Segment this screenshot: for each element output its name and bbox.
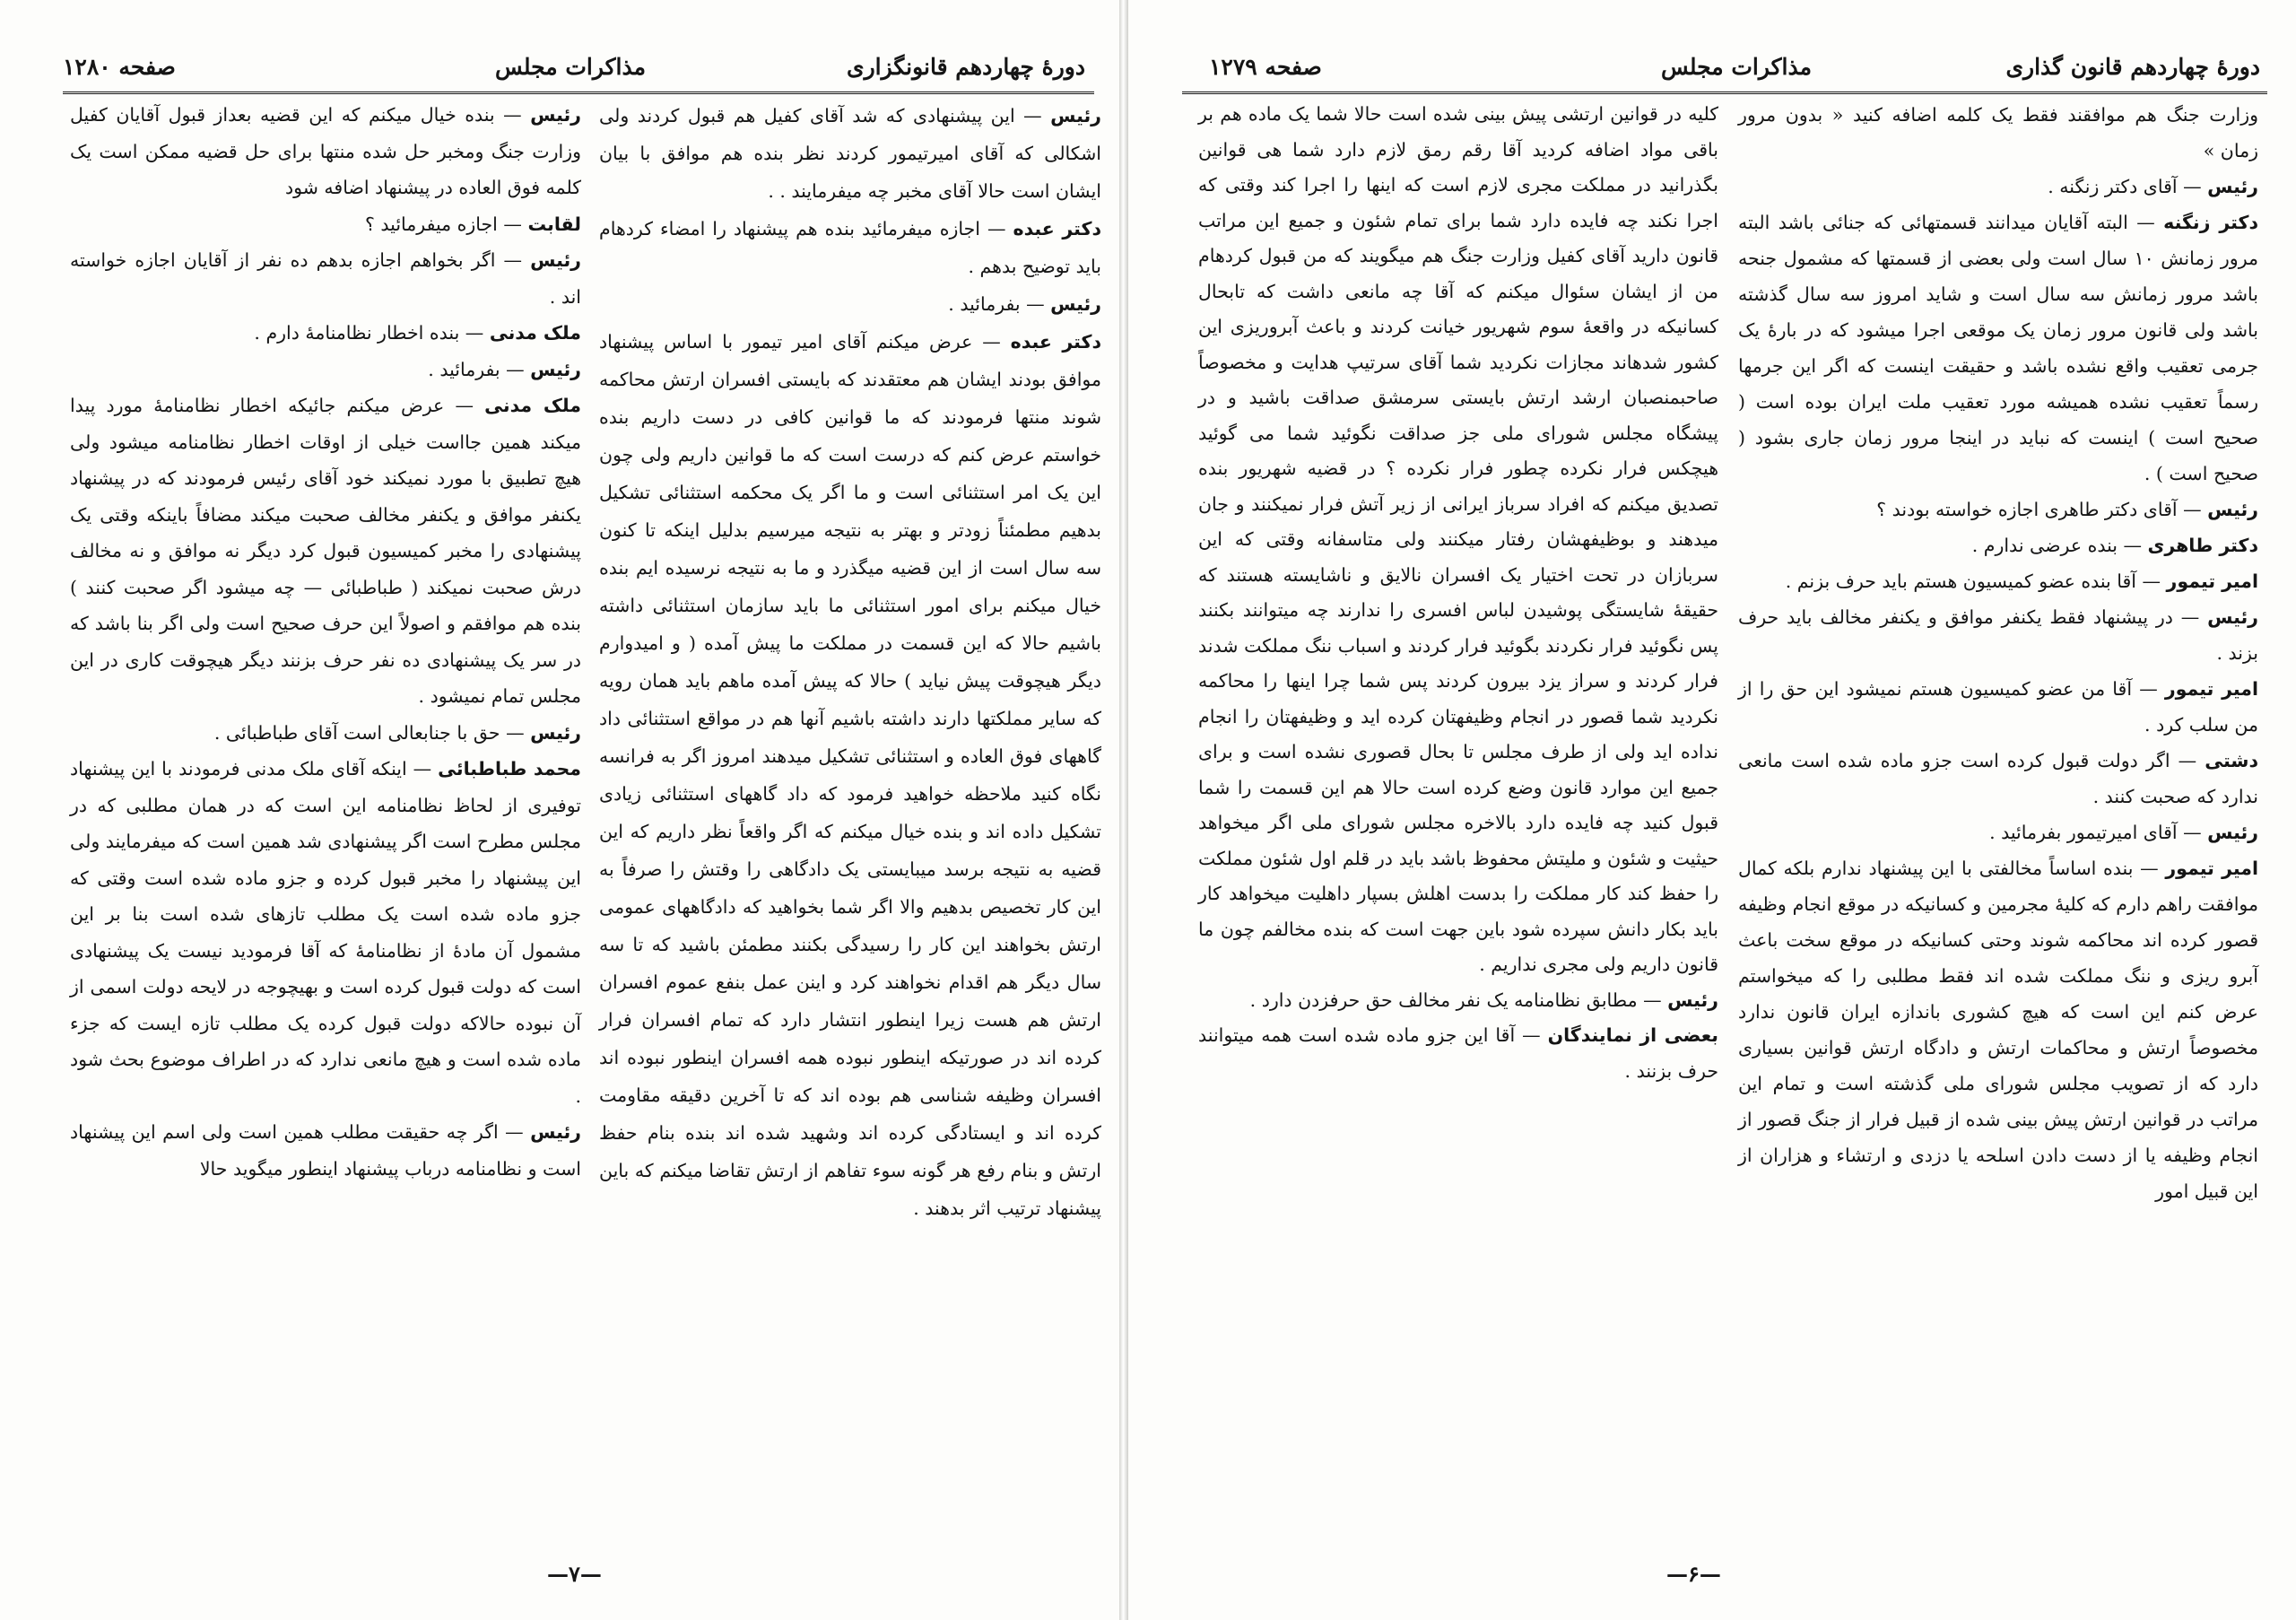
- paragraph: [70, 242, 581, 315]
- paragraph: [1198, 1018, 1718, 1089]
- header-title: مذاکرات مجلس: [1660, 54, 1812, 80]
- paragraph-text: — اگر دولت قبول کرده است جزو ماده شده است مانعی ندارد که صحبت کنند .: [1738, 750, 2258, 807]
- paragraph: [70, 388, 581, 715]
- paragraph-text: وزارت جنگ هم موافقند فقط یک کلمه اضافه کنید « بدون مرور زمان »: [1738, 104, 2258, 161]
- speaker-name: رئیس: [1667, 989, 1718, 1011]
- speaker-name: دشتی: [2205, 750, 2258, 771]
- folio: —۶—: [1666, 1561, 1721, 1587]
- speaker-name: دکتر عبده: [1013, 218, 1101, 240]
- paragraph: [1738, 850, 2258, 1209]
- paragraph-text: — بنده خیال میکنم که این قضیه بعداز قبول آقایان کفیل وزارت جنگ ومخبر حل شده منتها برای حل قضیه ممکن است یک کلمه فوق العاده در پیشنهاد اضافه شود: [70, 104, 581, 198]
- book-gutter: [1119, 0, 1128, 1620]
- paragraph: [70, 315, 581, 352]
- paragraph-text: — عرض میکنم آقای امیر تیمور با اساس پیشنهاد موافق بودند ایشان هم معتقدند که بایستی افسران ارتش محاکمه شوند منتها فرمودند که ما قوانین کافی در دست داریم بنده خواستم عرض کنم که درست است که ما قوانین داریم ولی چون این یک امر استثنائی است و ما اگر یک محکمه استثنائی تشکیل بدهیم مطمئناً زودتر و بهتر به نتیجه میرسیم بدلیل اینکه تا کنون سه سال است از این قضیه میگذرد و ما به نتیجه نرسیده ایم بنده خیال میکنم برای امور استثنائی ما باید سازمان استثنائی داشته باشیم حالا که این قسمت در مملکت ما پیش آمده ( و امیدوارم دیگر هیچوقت پیش نیاید ) حالا که پیش آمده ماهم باید همان رویه که سایر مملکتها دارند داشته باشیم آنها هم در مواقع استثنائی داد گاههای فوق العاده و استثنائی تشکیل میدهند امروز اگر به فرانسه نگاه کنید ملاحظه خواهید فرمود که داد گاههای استثنائی زیادی تشکیل داده اند و بنده خیال میکنم که اگر واقعاً نظر داریم که این قضیه به نتیجه برسد میبایستی یک دادگاهی را وقتش را صرفاً به این کار تخصیص بدهیم والا اگر شما بخواهید که دادگاههای عمومی ارتش بخواهند این کار را رسیدگی بکنند مطمئن باشید که تا سه سال دیگر هم اقدام نخواهند کرد و اینن عمل بنفع عموم افسران ارتش هم هست زیرا اینطور انتشار دارد که تمام افسران فرار کرده اند در صورتیکه اینطور نبوده همه افسران اینطور نبوده اند افسران وظیفه شناسی هم بوده اند که تا آخرین دقیقه مقاومت کرده اند و ایستادگی کرده اند وشهید شده اند بنده بنام حفظ ارتش و بنام رفع هر گونه سوء تفاهم از ارتش تقاضا میکنم که باین پیشنهاد ترتیب اثر بدهند .: [599, 331, 1101, 1219]
- paragraph: [1738, 205, 2258, 492]
- speaker-name: لقابت: [527, 213, 581, 235]
- paragraph-text: — بفرمائید .: [428, 358, 525, 380]
- session-title: دورۀ چهاردهم قانون گذاری: [2005, 54, 2260, 80]
- paragraph: [1738, 97, 2258, 169]
- folio: —۷—: [547, 1561, 602, 1587]
- speaker-name: رئیس: [1050, 293, 1101, 315]
- text-column-1: [599, 97, 1101, 1227]
- paragraph: [599, 285, 1101, 323]
- paragraph-text: — بنده اخطار نظامنامۀ دارم .: [254, 322, 484, 344]
- speaker-name: رئیس: [530, 358, 581, 380]
- speaker-name: امیر تیمور: [2164, 678, 2258, 700]
- speaker-name: ملک مدنی: [489, 322, 581, 344]
- session-title: دورۀ چهاردهم قانونگزاری: [847, 54, 1085, 80]
- paragraph-text: — آقای دکتر طاهری اجازه خواسته بودند ؟: [1876, 499, 2202, 520]
- paragraph: [599, 210, 1101, 285]
- right-page: [1128, 0, 2296, 1620]
- paragraph: [1198, 983, 1718, 1019]
- header-title: مذاکرات مجلس: [494, 54, 646, 80]
- text-column-1: [1738, 97, 2258, 1209]
- page-number: صفحه ۱۲۸۰: [63, 54, 176, 80]
- paragraph-text: کلیه در قوانین ارتشی پیش بینی شده است حالا شما یک ماده هم بر باقی مواد اضافه کردید آقا رقم رمق لازم دارد شما هی قوانین بگذرانید در مملکت مجری لازم است که اینها را اجرا کند وقتی که اجرا نکند چه فایده دارد شما برای تمام شئون و جمیع این مراتب قانون دارید آقای کفیل وزارت جنگ هم میگویند که من قبول کردهام من از ایشان سئوال میکنم که آقا چه مانعی داشت که تابحال کسانیکه در واقعۀ سوم شهریور خیانت کردند و باعث آبروریزی این کشور شدهاند مجازات نکردید شما آقای سرتیپ هدایت و مخصوصاً صاحبمنصبان ارشد ارتش بایستی سرمشق صداقت باشید و در پیشگاه مجلس شورای ملی جز صداقت نگوئید شما می گوئید هیچکس فرار نکرده چطور فرار نکرده ؟ در قضیه شهریور بنده تصدیق میکنم که افراد سرباز ایرانی از زیر آتش فرار نمیکنند و جان میدهند و بوظیفهشان رفتار میکنند ولی متاسفانه وقتی که این سربازان در تحت اختیار یک افسران نالایق و ناشایسته هستند که حقیقۀ شایستگی پوشیدن لباس افسری را ندارند چه میتوانند بکنند پس نگوئید فرار نکردند بگوئید فرار کردند و اسباب ننگ مملکت شدند فرار کردند و سراز یزد بیرون کردند پس شما چرا اینها را محاکمه نکردید شما قصور در انجام وظیفهتان کرده اید و وظیفهتان را انجام نداده اید ولی از طرف مجلس تا بحال قصوری نشده است و برای جمیع این موارد قانون وضع کرده است حالا هم این قسمت را شما قبول کنید چه فایده دارد بالاخره مجلس شورای ملی اگر میخواهد حیثیت و شئون و ملیتش محفوظ باشد باید در قلم اول شئون مملکت را حفظ کند کار مملکت را بدست اهلش بسپار داهلیت میخواهد کار باید بکار دانش سپرده شود باین جهت است که بنده مخالفم چون ما قانون داریم ولی مجری نداریم .: [1198, 103, 1718, 975]
- speaker-name: رئیس: [2207, 499, 2258, 520]
- speaker-name: دکتر طاهری: [2147, 535, 2258, 556]
- speaker-name: رئیس: [530, 249, 581, 271]
- paragraph-text: — آقا بنده عضو کمیسیون هستم باید حرف بزنم .: [1785, 570, 2161, 592]
- paragraph: [599, 97, 1101, 210]
- page-header: [1146, 50, 2278, 91]
- paragraph: [1738, 671, 2258, 743]
- speaker-name: بعضی از نمایندگان: [1547, 1024, 1718, 1046]
- speaker-name: رئیس: [530, 1121, 581, 1143]
- paragraph-text: — آقا این جزو ماده شده است همه میتوانند حرف بزنند .: [1198, 1024, 1718, 1082]
- paragraph-text: — بنده اساساً مخالفتی با این پیشنهاد ندارم بلکه کمال موافقت راهم دارم که کلیۀ مجرمین و کسانیکه در موقع انجام وظیفه قصور کرده اند محاکمه شوند وحتی کسانیکه در موقع سخت باعث آبرو ریزی و ننگ مملکت شده اند فقط مطلبی را که میخواستم عرض کنم این است که هیچ کشوری باندازه ایران قانون ندارد مخصوصاً ارتش و محاکمات ارتش و دادگاه ارتش قوانین بسیاری دارد که از تصویب مجلس شورای ملی گذشته است و تمام این مراتب در قوانین ارتش پیش بینی شده از قبیل فرار از جنگ قصور از انجام وظیفه یا از دست دادن اسلحه یا دزدی و ارتشاء و هزاران از این قبیل امور: [1738, 858, 2258, 1202]
- paragraph: [1738, 169, 2258, 205]
- paragraph: [1738, 814, 2258, 850]
- paragraph: [70, 206, 581, 243]
- paragraph: [1738, 527, 2258, 563]
- speaker-name: ملک مدنی: [484, 395, 581, 416]
- paragraph: [1738, 743, 2258, 814]
- paragraph-text: — بفرمائید .: [948, 293, 1045, 315]
- speaker-name: محمد طباطبائی: [438, 758, 581, 780]
- paragraph-text: — حق با جنابعالی است آقای طباطبائی .: [213, 721, 525, 744]
- text-column-2: [1198, 97, 1718, 1089]
- paragraph: [1738, 563, 2258, 599]
- paragraph-text: — اگر بخواهم اجازه بدهم ده نفر از آقایان اجازه خواسته اند .: [70, 249, 581, 308]
- paragraph: [1198, 97, 1718, 983]
- speaker-name: رئیس: [1050, 105, 1101, 126]
- paragraph-text: — آقا من عضو کمیسیون هستم نمیشود این حق را از من سلب کرد .: [1738, 678, 2258, 736]
- text-column-2: [70, 97, 581, 1187]
- speaker-name: دکتر عبده: [1010, 331, 1101, 353]
- paragraph-text: — مطابق نظامنامه یک نفر مخالف حق حرفزدن دارد .: [1249, 989, 1662, 1011]
- paragraph-text: — در پیشنهاد فقط یکنفر موافق و یکنفر مخالف باید حرف بزند .: [1738, 606, 2258, 664]
- paragraph-text: — بنده عرضی ندارم .: [1971, 535, 2142, 556]
- paragraph: [70, 97, 581, 206]
- paragraph-text: — آقای دکتر زنگنه .: [2048, 176, 2202, 197]
- paragraph: [70, 1114, 581, 1187]
- paragraph-text: — اجازه میفرمائید ؟: [364, 213, 522, 235]
- page-number: صفحه ۱۲۷۹: [1209, 54, 1322, 80]
- page-header: [36, 50, 1112, 91]
- header-rule: [1182, 91, 2267, 94]
- paragraph-text: — اگر چه حقیقت مطلب همین است ولی اسم این پیشنهاد است و نظامنامه درباب پیشنهاد اینطور میگوید حالا: [70, 1121, 581, 1180]
- speaker-name: امیر تیمور: [2166, 570, 2258, 592]
- paragraph-text: — البته آقایان میدانند قسمتهائی که جنائی باشد البته مرور زمانش ۱۰ سال است ولی بعضی از قسمتها که مشمول جنحه باشد مرور زمانش سه سال است و شاید امروز سه سال گذشته باشد ولی قانون مرور زمان یک موقعی اجرا میشود که در بارۀ یک جرمی تعقیب واقع نشده باشد و حقیقت اینست که اگر این جرمها رسماً تعقیب نشده همیشه مورد تعقیب ملت ایران بوده است ( صحیح است ) اینست که نباید در اینجا مرور زمان جاری بشود ( صحیح است ) .: [1738, 212, 2258, 484]
- speaker-name: رئیس: [2207, 822, 2258, 843]
- paragraph: [599, 323, 1101, 1227]
- speaker-name: رئیس: [530, 721, 581, 744]
- speaker-name: رئیس: [2207, 606, 2258, 628]
- paragraph-text: — این پیشنهادی که شد آقای کفیل هم قبول کردند ولی اشکالی که آقای امیرتیمور کردند نظر بنده هم موافق با بیان ایشان است حالا آقای مخبر چه میفرمایند . .: [599, 105, 1101, 202]
- paragraph: [70, 751, 581, 1114]
- header-rule: [63, 91, 1094, 94]
- paragraph-text: — اجازه میفرمائید بنده هم پیشنهاد را امضاء کردهام باید توضیح بدهم .: [599, 218, 1101, 277]
- speaker-name: دکتر زنگنه: [2163, 212, 2258, 233]
- paragraph-text: — آقای امیرتیمور بفرمائید .: [1989, 822, 2202, 843]
- paragraph: [70, 352, 581, 388]
- paragraph: [70, 715, 581, 752]
- paragraph: [1738, 492, 2258, 527]
- paragraph: [1738, 599, 2258, 671]
- left-page: [0, 0, 1119, 1620]
- speaker-name: رئیس: [530, 104, 581, 126]
- speaker-name: رئیس: [2207, 176, 2258, 197]
- paragraph-text: — عرض میکنم جائیکه اخطار نظامنامۀ مورد پیدا میکند همین جااست خیلی از اوقات اخطار نظامنامه میشود ولی هیچ تطبیق با مورد نمیکند خود آقای رئیس فرمودند که در پیشنهاد یکنفر موافق و یکنفر مخالف صحبت میکند مضافاً باینکه وقتی یک پیشنهادی را مخبر کمیسیون قبول کرد دیگر نه موافق و نه مخالف درش صحبت نمیکند ( طباطبائی — چه میشود اگر صحبت کنند ) بنده هم موافقم و اصولاً این حرف صحیح است ولی اگر بنا باشد که در سر یک پیشنهادی ده نفر حرف بزنند دیگر هیچوقت کاری در این مجلس تمام نمیشود .: [70, 395, 581, 707]
- paragraph-text: — اینکه آقای ملک مدنی فرمودند با این پیشنهاد توفیری از لحاظ نظامنامه این است که در همان مطلبی که در مجلس مطرح است اگر پیشنهادی شد همین است که میفرمایند ولی این پیشنهاد را مخبر قبول کرده و جزو ماده شده است وقتی که جزو ماده شده است یک مطلب تازهای شده است بنا بر این مشمول آن مادۀ از نظامنامۀ که آقا فرمودید نیست یک پیشنهادی است که دولت قبول کرده است و بهیچوجه در لایحه دولت اسمی از آن نبوده حالاکه دولت قبول کرده یک مطلب تازه ایست که جزء ماده شده است و هیچ مانعی ندارد که در اطراف موضوع بحث شود .: [70, 758, 581, 1107]
- speaker-name: امیر تیمور: [2165, 858, 2258, 879]
